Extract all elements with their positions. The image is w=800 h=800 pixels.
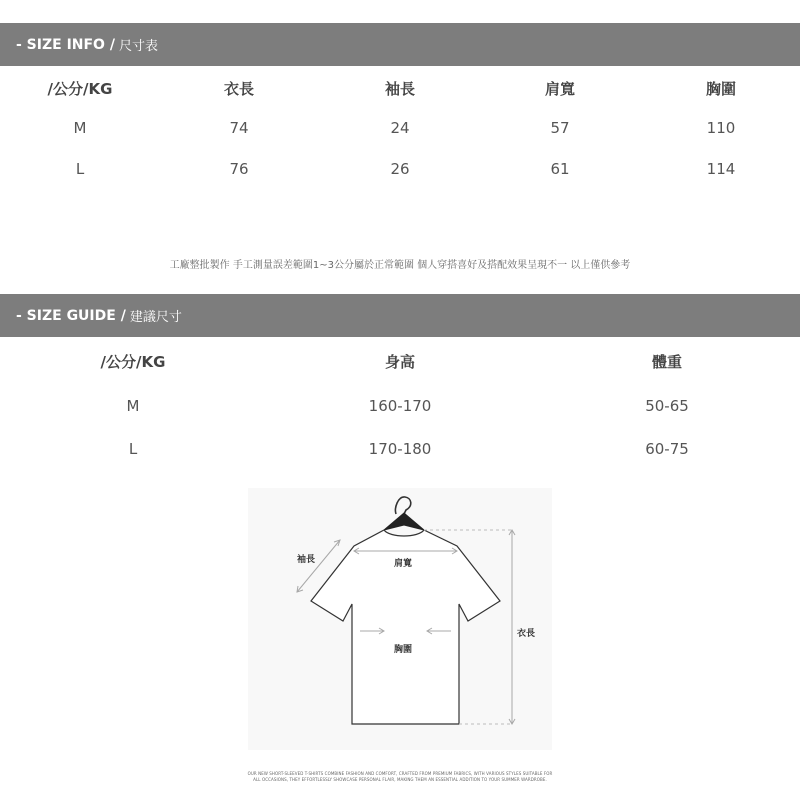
size-guide-header-height: 身高 bbox=[384, 353, 416, 371]
table-cell: 76 bbox=[229, 160, 249, 178]
size-guide-header bbox=[0, 294, 800, 337]
table-cell: M bbox=[73, 119, 87, 137]
tshirt-outline-icon bbox=[248, 488, 552, 750]
table-cell: 114 bbox=[706, 160, 736, 178]
size-guide-title-en: - SIZE GUIDE / bbox=[16, 307, 126, 324]
length-label: 衣長 bbox=[517, 629, 536, 639]
size-info-header-length: 衣長 bbox=[223, 80, 255, 98]
measurement-note: 工廠整批製作 手工測量誤差範圍1~3公分屬於正常範圍 個人穿搭喜好及搭配效果呈現不一 以上僅供參考 bbox=[169, 260, 631, 271]
size-info-header-sleeve: 袖長 bbox=[384, 80, 416, 98]
table-cell: L bbox=[75, 160, 85, 178]
table-cell: 74 bbox=[229, 119, 249, 137]
size-guide-title-zh: 建議尺寸 bbox=[129, 310, 182, 325]
table-cell: 26 bbox=[390, 160, 410, 178]
size-info-header-unit: /公分/KG bbox=[47, 80, 113, 98]
size-info-title-zh: 尺寸表 bbox=[118, 39, 158, 54]
size-info-title-en: - SIZE INFO / bbox=[16, 36, 115, 53]
size-guide-header-weight: 體重 bbox=[651, 353, 683, 371]
size-info-header bbox=[0, 23, 800, 66]
table-cell: M bbox=[126, 397, 140, 415]
footer-text-line2: ALL OCCASIONS, THEY EFFORTLESSLY SHOWCASE PERSONAL FLAIR, MAKING THEM AN ESSENTIAL ADDITION TO YOUR SUMMER WARDROBE. bbox=[253, 777, 547, 782]
size-info-header-shoulder: 肩寬 bbox=[544, 80, 576, 98]
table-cell: 61 bbox=[550, 160, 570, 178]
table-cell: 110 bbox=[706, 119, 736, 137]
table-cell: 170-180 bbox=[368, 440, 432, 458]
size-guide-header-unit: /公分/KG bbox=[100, 353, 166, 371]
table-cell: L bbox=[128, 440, 138, 458]
footer-text-line1: OUR NEW SHORT-SLEEVED T-SHIRTS COMBINE FASHION AND COMFORT, CRAFTED FROM PREMIUM FABRICS, WITH VARIOUS STYLES SUITABLE FOR bbox=[247, 771, 553, 776]
table-cell: 60-75 bbox=[645, 440, 689, 458]
hanger-body bbox=[384, 513, 424, 530]
size-info-header-chest: 胸圍 bbox=[705, 80, 737, 98]
table-cell: 50-65 bbox=[645, 397, 689, 415]
table-cell: 24 bbox=[390, 119, 410, 137]
hanger-icon bbox=[395, 497, 410, 514]
tshirt-measurement-diagram bbox=[248, 488, 552, 750]
shoulder-label: 肩寬 bbox=[394, 559, 413, 569]
sleeve-label: 袖長 bbox=[297, 555, 316, 565]
table-cell: 57 bbox=[550, 119, 570, 137]
chest-label: 胸圍 bbox=[394, 645, 413, 655]
table-cell: 160-170 bbox=[368, 397, 432, 415]
